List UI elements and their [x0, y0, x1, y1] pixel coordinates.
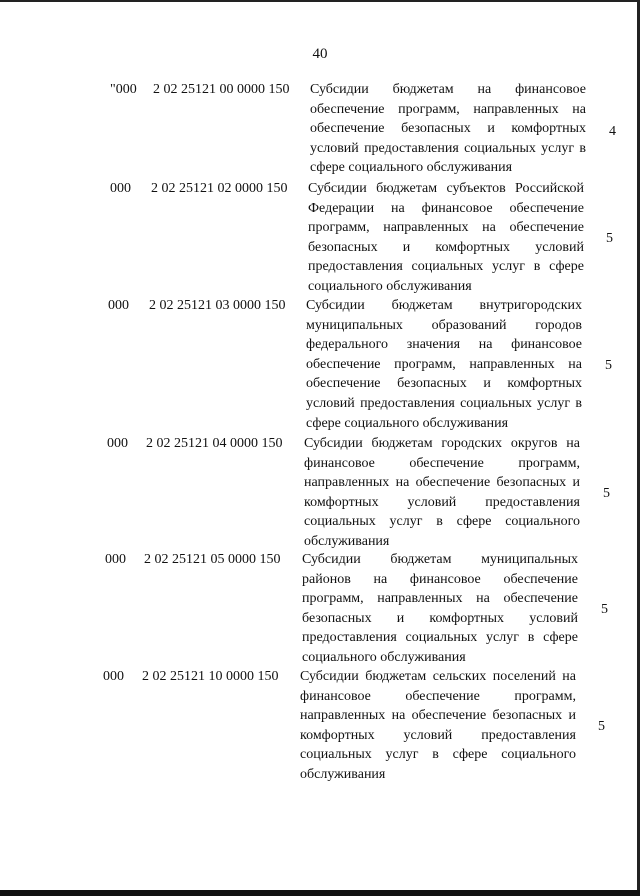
- kbk-code: 2 02 25121 03 0000 150: [149, 298, 286, 313]
- page-number: 40: [312, 46, 328, 62]
- row-value: 5: [606, 231, 613, 246]
- row-description: Субсидии бюджетам муниципальных районов на финансовое обеспечение программ, направленных на обеспечение безопасных и комфортных условий предоставления социальных услуг в сфере социального обслуживания: [302, 552, 578, 665]
- kbk-code: 2 02 25121 05 0000 150: [144, 552, 281, 567]
- admin-code: 000: [103, 669, 124, 684]
- admin-code: 000: [110, 181, 131, 196]
- row-description: Субсидии бюджетам городских округов на финансовое обеспечение программ, направленных на обеспечение безопасных и комфортных условий предоставления социальных услуг в сфере социального обслуживания: [304, 436, 580, 549]
- scan-border-bottom: [0, 890, 640, 896]
- row-value: 5: [605, 358, 612, 373]
- kbk-code: 2 02 25121 02 0000 150: [151, 181, 288, 196]
- row-description: Субсидии бюджетам сельских поселений на финансовое обеспечение программ, направленных на обеспечение безопасных и комфортных условий предоставления социальных услуг в сфере социального обслуживания: [300, 669, 576, 782]
- row-description: Субсидии бюджетам субъектов Российской Федерации на финансовое обеспечение программ, направленных на обеспечение безопасных и комфортных условий предоставления социальных услуг в сфере социального обслуживания: [308, 181, 584, 294]
- admin-code: 000: [108, 298, 129, 313]
- row-description: Субсидии бюджетам внутригородских муниципальных образований городов федерального значения на финансовое обеспечение программ, направленных на обеспечение безопасных и комфортных условий предоставления социальных услуг в сфере социального обслуживания: [306, 298, 582, 431]
- row-description: Субсидии бюджетам на финансовое обеспечение программ, направленных на обеспечение безопасных и комфортных условий предоставления социальных услуг в сфере социального обслуживания: [310, 82, 586, 176]
- row-value: 5: [598, 719, 605, 734]
- scan-border-top: [0, 0, 640, 2]
- admin-code: "000: [110, 82, 137, 97]
- row-value: 5: [601, 602, 608, 617]
- row-value: 5: [603, 486, 610, 501]
- kbk-code: 2 02 25121 10 0000 150: [142, 669, 279, 684]
- admin-code: 000: [105, 552, 126, 567]
- admin-code: 000: [107, 436, 128, 451]
- kbk-code: 2 02 25121 04 0000 150: [146, 436, 283, 451]
- row-value: 4: [609, 124, 616, 139]
- kbk-code: 2 02 25121 00 0000 150: [153, 82, 290, 97]
